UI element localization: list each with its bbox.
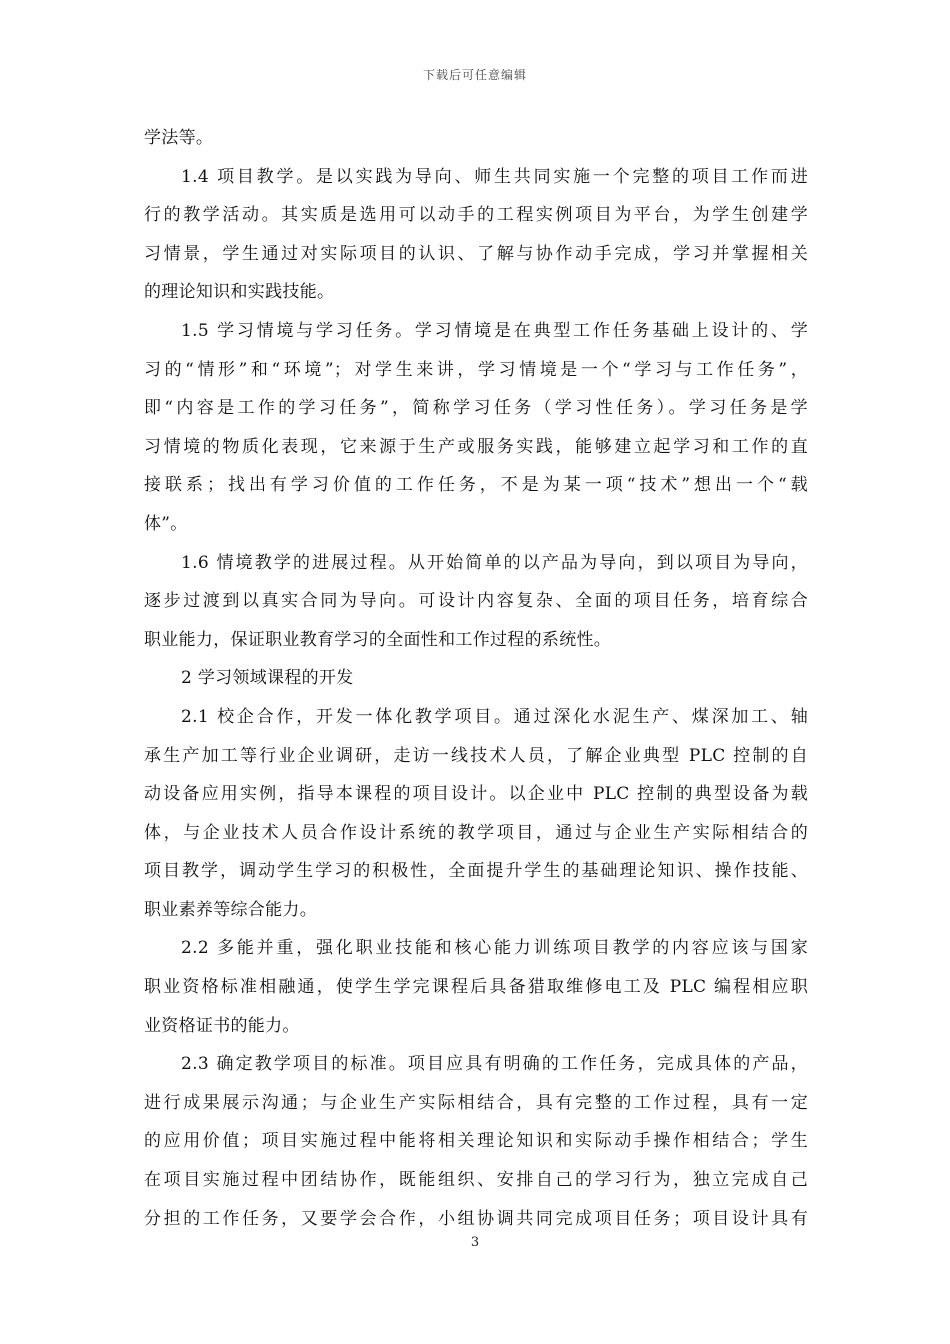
text-line: 2.1 校企合作，开发一体化教学项目。通过深化水泥生产、煤深加工、轴 [181,706,808,727]
text-line: 2.2 多能并重，强化职业技能和核心能力训练项目教学的内容应该与国家 [181,938,808,959]
text-line: 职业能力，保证职业教育学习的全面性和工作过程的系统性。 [144,629,612,650]
text-line: 1.4 项目教学。是以实践为导向、师生共同实施一个完整的项目工作而进 [181,166,808,187]
page-number: 3 [470,1235,480,1250]
document-body [144,128,808,1247]
text-line: 行的教学活动。其实质是选用可以动手的工程实例项目为平台，为学生创建学 [144,205,808,226]
text-line: 接联系；找出有学习价值的工作任务，不是为某一项“技术”想出一个“载 [144,475,808,496]
text-line: 职业素养等综合能力。 [144,899,317,920]
text-line: 1.5 学习情境与学习任务。学习情境是在典型工作任务基础上设计的、学 [181,320,808,341]
text-line: 逐步过渡到以真实合同为导向。可设计内容复杂、全面的项目任务，培育综合 [144,591,808,612]
text-line: 即“内容是工作的学习任务”，简称学习任务（学习性任务）。学习任务是学 [144,398,808,419]
text-line: 动设备应用实例，指导本课程的项目设计。以企业中 PLC 控制的典型设备为载 [144,784,808,805]
text-line: 2 学习领域课程的开发 [181,668,354,689]
text-line: 的应用价值；项目实施过程中能将相关理论知识和实际动手操作相结合；学生 [144,1131,808,1152]
text-line: 体”。 [144,513,188,534]
text-line: 习情境的物质化表现，它来源于生产或服务实践，能够建立起学习和工作的直 [144,436,808,457]
text-line: 业资格证书的能力。 [144,1015,300,1036]
text-line: 体，与企业技术人员合作设计系统的教学项目，通过与企业生产实际相结合的 [144,822,808,843]
text-line: 承生产加工等行业企业调研，走访一线技术人员，了解企业典型 PLC 控制的自 [144,745,808,766]
text-line: 习情景，学生通过对实际项目的认识、了解与协作动手完成，学习并掌握相关 [144,243,808,264]
page-header: 下载后可任意编辑 [422,68,527,82]
text-line: 的理论知识和实践技能。 [144,282,335,303]
text-line: 进行成果展示沟通；与企业生产实际相结合，具有完整的工作过程，具有一定 [144,1092,808,1113]
text-line: 2.3 确定教学项目的标准。项目应具有明确的工作任务，完成具体的产品， [181,1054,808,1075]
text-line: 分担的工作任务，又要学会合作，小组协调共同完成项目任务；项目设计具有 [144,1208,808,1229]
text-line: 学法等。 [144,128,214,148]
text-line: 职业资格标准相融通，使学生学完课程后具备猎取维修电工及 PLC 编程相应职 [144,977,808,998]
text-line: 在项目实施过程中团结协作，既能组织、安排自己的学习行为，独立完成自己 [144,1170,808,1191]
text-line: 习的“情形”和“环境”；对学生来讲，学习情境是一个“学习与工作任务”， [144,359,808,380]
text-line: 项目教学，调动学生学习的积极性，全面提升学生的基础理论知识、操作技能、 [144,861,808,882]
text-line: 1.6 情境教学的进展过程。从开始简单的以产品为导向，到以项目为导向， [181,552,808,573]
